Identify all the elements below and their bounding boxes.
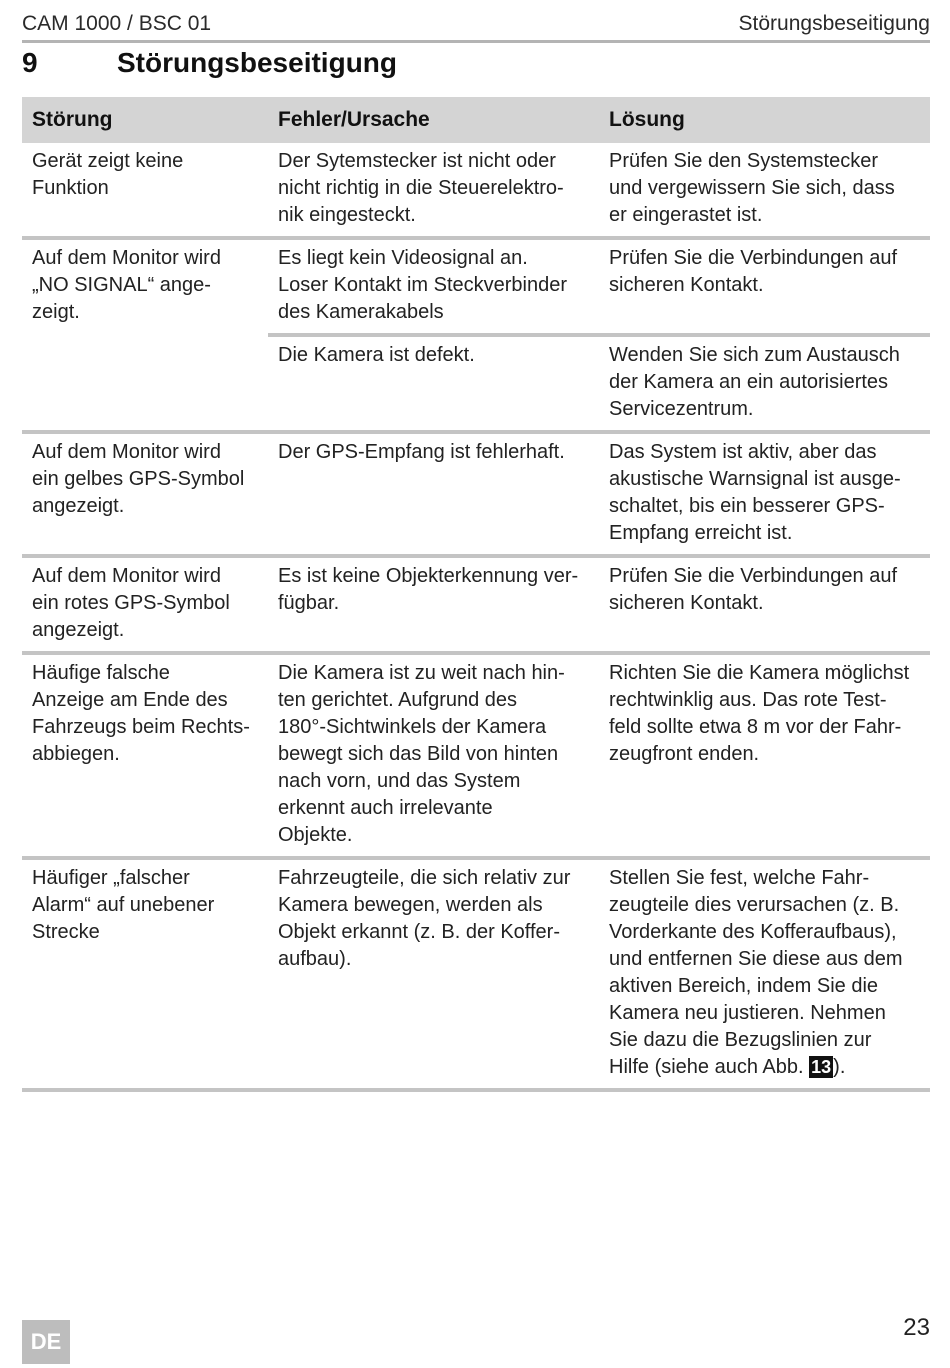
chapter-number: 9: [22, 47, 38, 78]
figure-reference: 13: [811, 1057, 832, 1077]
header-rule: [22, 40, 930, 43]
column-header-stoerung: Störung: [32, 108, 113, 131]
table-row: [22, 143, 930, 240]
loesung-text-end: ).: [833, 1056, 846, 1078]
cell-stoerung: Auf dem Monitor wird „NO SIGNAL“ ange- zeigt.: [32, 247, 221, 323]
table-row: [22, 240, 930, 434]
table-row: [22, 558, 930, 655]
table-row: [22, 434, 930, 558]
cell-stoerung: Auf dem Monitor wird ein rotes GPS-Symbol angezeigt.: [32, 565, 230, 641]
loesung-text: Stellen Sie fest, welche Fahr- zeugteile dies verursachen (z. B. Vorderkante des Kofferaufbaus), und entfernen Sie diese aus dem aktiven Bereich, indem Sie die Kamera neu justieren. Nehmen Sie dazu die Bezugslinien zur Hilfe (siehe auch Abb.: [609, 867, 903, 1078]
cell-ursache: Es ist keine Objekterkennung ver- fügbar.: [278, 565, 579, 614]
cell-stoerung: Häufige falsche Anzeige am Ende des Fahrzeugs beim Rechts- abbiegen.: [32, 662, 250, 765]
cell-loesung: [599, 860, 930, 1088]
header-product: CAM 1000 / BSC 01: [22, 12, 212, 35]
cell-ursache: Die Kamera ist defekt.: [278, 344, 475, 366]
cell-ursache: Der Sytemstecker ist nicht oder nicht richtig in die Steuerelektro- nik eingesteckt.: [278, 150, 564, 226]
chapter-title: [22, 44, 397, 82]
troubleshooting-table: [22, 97, 930, 1092]
chapter-title-text: Störungsbeseitigung: [117, 47, 397, 78]
cell-loesung: Richten Sie die Kamera möglichst rechtwinklig aus. Das rote Test- feld sollte etwa 8 m vor der Fahr- zeugfront enden.: [609, 662, 910, 765]
sub-row: [268, 240, 930, 337]
column-header-ursache: Fehler/Ursache: [278, 108, 430, 131]
cell-loesung: Wenden Sie sich zum Austausch der Kamera an ein autorisiertes Servicezentrum.: [609, 344, 900, 420]
cell-loesung: Prüfen Sie den Systemstecker und vergewissern Sie sich, dass er eingerastet ist.: [609, 150, 895, 226]
cell-ursache: Die Kamera ist zu weit nach hin- ten gerichtet. Aufgrund des 180°-Sichtwinkels der Kamera bewegt sich das Bild von hinten nach vorn, und das System erkennt auch irrelevante Objekte.: [278, 662, 565, 846]
cell-loesung: Das System ist aktiv, aber das akustische Warnsignal ist ausge- schaltet, bis ein besserer GPS- Empfang erreicht ist.: [609, 441, 901, 544]
cell-stoerung: Gerät zeigt keine Funktion: [32, 150, 184, 199]
column-header-loesung: Lösung: [609, 108, 685, 131]
table-row: [22, 860, 930, 1092]
table-header: [22, 97, 930, 143]
cell-stoerung: Häufiger „falscher Alarm“ auf unebener Strecke: [32, 867, 215, 943]
running-header: [22, 8, 930, 40]
sub-rows: [268, 240, 930, 430]
cell-ursache: Der GPS-Empfang ist fehlerhaft.: [278, 441, 565, 463]
cell-ursache: Es liegt kein Videosignal an. Loser Kontakt im Steckverbinder des Kamerakabels: [278, 247, 568, 323]
cell-loesung: Prüfen Sie die Verbindungen auf sicheren Kontakt.: [609, 565, 897, 614]
table-row: [22, 655, 930, 860]
cell-loesung: Prüfen Sie die Verbindungen auf sicheren Kontakt.: [609, 247, 897, 296]
sub-row: [268, 337, 930, 430]
page-number: 23: [903, 1314, 930, 1341]
cell-stoerung: Auf dem Monitor wird ein gelbes GPS-Symbol angezeigt.: [32, 441, 245, 517]
header-section: Störungsbeseitigung: [738, 12, 930, 35]
language-badge: DE: [22, 1320, 70, 1364]
cell-ursache: Fahrzeugteile, die sich relativ zur Kamera bewegen, werden als Objekt erkannt (z. B. der Koffer- aufbau).: [278, 867, 571, 970]
